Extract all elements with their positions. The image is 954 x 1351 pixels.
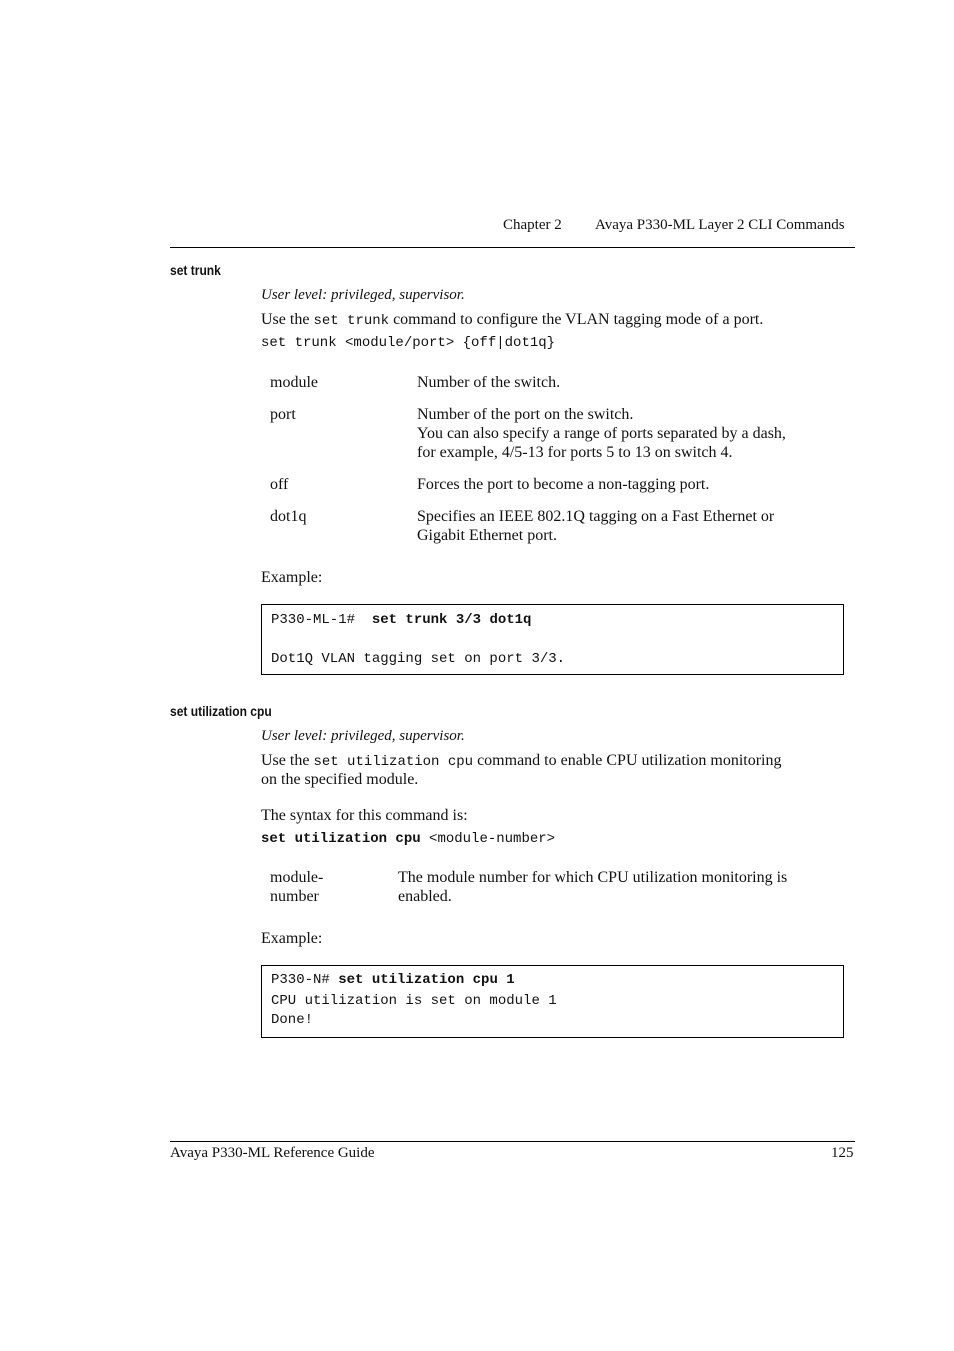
cli-output: Dot1Q VLAN tagging set on port 3/3.: [271, 651, 566, 667]
param-description: Forces the port to become a non-tagging port.: [417, 476, 710, 493]
page-number: 125: [831, 1145, 854, 1161]
syntax-argument: <module-number>: [420, 831, 556, 847]
section-heading-set-utilization-cpu: set utilization cpu: [170, 703, 272, 719]
description-paragraph: [261, 310, 763, 331]
cli-prompt: P330-ML-1#: [271, 612, 372, 628]
description-text: command to configure the VLAN tagging mode of a port.: [389, 311, 764, 328]
param-name: port: [270, 406, 296, 423]
section-heading-set-trunk: set trunk: [170, 262, 221, 278]
code-example-box: [261, 604, 844, 675]
param-name: module-: [270, 869, 324, 886]
header-title: Avaya P330-ML Layer 2 CLI Commands: [595, 217, 845, 233]
param-description: Number of the port on the switch.: [417, 406, 634, 423]
param-description: Gigabit Ethernet port.: [417, 527, 557, 544]
param-description: Number of the switch.: [417, 374, 561, 391]
param-description: The module number for which CPU utilization monitoring is: [398, 869, 788, 886]
description-paragraph: [261, 751, 781, 772]
code-line: [271, 612, 531, 628]
header-rule: [170, 247, 855, 248]
syntax-command: set utilization cpu: [261, 831, 421, 847]
param-description: Specifies an IEEE 802.1Q tagging on a Fast Ethernet or: [417, 508, 775, 525]
description-text: command to enable CPU utilization monitoring: [473, 752, 782, 769]
param-description: enabled.: [398, 888, 452, 905]
syntax-line: set trunk <module/port> {off|dot1q}: [261, 335, 556, 351]
code-line: [271, 972, 515, 988]
param-name: off: [270, 476, 289, 493]
inline-command: set trunk: [313, 313, 390, 329]
code-example-box: [261, 965, 844, 1038]
description-text: Use the: [261, 752, 314, 769]
footer-rule: [170, 1141, 855, 1142]
example-label: Example:: [261, 930, 323, 947]
user-level-text: User level: privileged, supervisor.: [261, 287, 465, 303]
param-description: You can also specify a range of ports separated by a dash,: [417, 425, 786, 442]
header-chapter: Chapter 2: [503, 217, 562, 233]
param-name: dot1q: [270, 508, 307, 525]
inline-command: set utilization cpu: [313, 754, 474, 770]
cli-command: set utilization cpu 1: [338, 972, 515, 988]
syntax-line: [261, 831, 555, 847]
cli-output: CPU utilization is set on module 1: [271, 993, 557, 1009]
footer-guide-title: Avaya P330-ML Reference Guide: [170, 1145, 375, 1161]
param-name: number: [270, 888, 319, 905]
param-name: module: [270, 374, 318, 391]
syntax-intro: The syntax for this command is:: [261, 807, 468, 824]
example-label: Example:: [261, 569, 323, 586]
description-text: Use the: [261, 311, 314, 328]
cli-output: Done!: [271, 1012, 314, 1028]
description-text: on the specified module.: [261, 771, 419, 788]
param-description: for example, 4/5-13 for ports 5 to 13 on switch 4.: [417, 444, 733, 461]
user-level-text: User level: privileged, supervisor.: [261, 728, 465, 744]
cli-command: set trunk 3/3 dot1q: [371, 612, 532, 628]
cli-prompt: P330-N#: [271, 972, 339, 988]
